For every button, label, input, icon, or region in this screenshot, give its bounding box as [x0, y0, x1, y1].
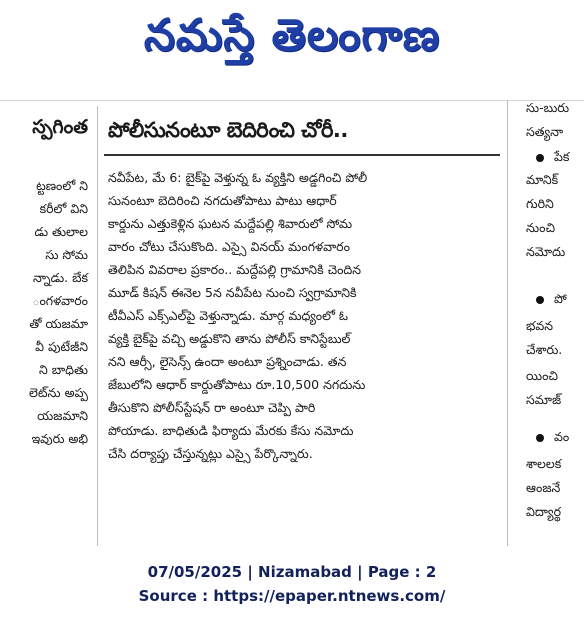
bullet-icon	[536, 296, 544, 304]
right-line: మానిక్	[526, 172, 559, 187]
right-line: వం	[554, 429, 570, 444]
right-line: విద్యార్థ	[526, 504, 562, 519]
left-line: తో యజమా	[29, 316, 88, 331]
left-line: ఇవురు అభి	[31, 431, 88, 446]
right-line: సమాజ్	[526, 392, 562, 407]
edition-info: 07/05/2025 | Nizamabad | Page : 2	[147, 563, 437, 581]
column-divider	[97, 106, 98, 546]
bullet-icon	[536, 154, 544, 162]
right-line: శాలలక	[526, 456, 562, 471]
left-line: వీ పుటేజీని	[35, 339, 88, 354]
right-line: సత్యనా	[526, 124, 564, 139]
left-line: ని బాధితు	[38, 362, 88, 377]
left-line: డు తులాల	[34, 224, 88, 239]
left-line: ంగళవారం	[32, 293, 88, 308]
left-column-fragment	[0, 106, 92, 546]
left-line: యజమాని	[37, 408, 88, 423]
left-line: లెట్‌ను అప్ప	[29, 385, 88, 400]
right-line: నుంచి	[526, 220, 556, 235]
news-article	[104, 108, 502, 465]
masthead	[0, 0, 584, 82]
column-divider	[507, 100, 508, 546]
source-link[interactable]: Source : https://epaper.ntnews.com/	[138, 587, 446, 605]
article-line: తీసుకొని పోలీస్‌స్టేషన్ రా అంటూ చెప్పి పారి	[108, 400, 316, 415]
headline-underline	[104, 154, 500, 156]
article-line: జేబులోని ఆధార్ కార్డుతోపాటు రూ.10,500 నగదును	[108, 377, 366, 392]
left-line: ట్టణంలో ని	[36, 178, 88, 193]
right-line: భవన	[526, 318, 554, 333]
left-headline: స్పగింత	[32, 116, 88, 138]
right-line: చేశారు.	[526, 342, 563, 357]
bullet-icon	[536, 434, 544, 442]
page-footer	[0, 560, 584, 608]
newspaper-title: నమస్తే తెలంగాణ	[143, 10, 441, 61]
article-line: చేసి దర్యాప్తు చేస్తున్నట్లు ఎస్సై పేర్కొన్నారు.	[108, 446, 313, 461]
article-headline: పోలీసునంటూ బెదిరించి చోరీ..	[108, 118, 348, 142]
article-line: సునంటూ బెదిరించి నగదుతోపాటు పాటు ఆధార్	[108, 193, 337, 208]
right-column-fragment	[510, 100, 584, 546]
article-line: మూడ్ కిషన్ ఈనెల 5న నవీపేట నుంచి స్వగ్రామానికి	[108, 285, 357, 300]
article-line: టీవీఎస్ ఎక్స్ఎల్‌పై వెళ్తున్నాడు. మార్గ మధ్యంలో ఓ	[108, 308, 349, 323]
right-line: యించి	[526, 368, 558, 383]
article-line: పోయాడు. బాధితుడి ఫిర్యాదు మేరకు కేసు నమోదు	[108, 423, 354, 438]
right-line: పో	[554, 291, 567, 306]
right-line: నమోదు	[526, 244, 566, 259]
article-line: కార్డును ఎత్తుకెళ్లిన ఘటన మద్దేపల్లి శివారులో సోమ	[108, 216, 353, 231]
left-line: న్నాడు. బేక	[33, 270, 88, 285]
right-line: సు-బురు	[526, 100, 570, 115]
article-line: తెలిపిన వివరాల ప్రకారం.. మద్దేపల్లి గ్రామానికి చెందిన	[108, 262, 362, 277]
article-line: నవీపేట, మే 6: బైక్‌పై వెళ్తున్న ఓ వ్యక్తిని అడ్డగించి పోలీ	[108, 170, 368, 185]
masthead-divider	[0, 100, 584, 101]
article-line: వారం చోటు చేసుకొంది. ఎస్సై వినయ్ మంగళవారం	[108, 239, 350, 254]
left-line: కరీలో విని	[39, 201, 88, 216]
article-line: వ్యక్తి బైక్‌పై వచ్చి అడ్డుకొని తాను పోలీస్ కానిస్టేబుల్	[108, 331, 351, 346]
article-line: నని ఆర్సీ, లైసెన్స్ ఉందా అంటూ ప్రశ్నించాడు. తన	[108, 354, 347, 369]
right-line: పేక	[554, 149, 570, 164]
right-line: గురిని	[526, 196, 554, 211]
left-line: సు సోమ	[45, 247, 88, 262]
right-line: ఆంజనే	[526, 480, 561, 495]
